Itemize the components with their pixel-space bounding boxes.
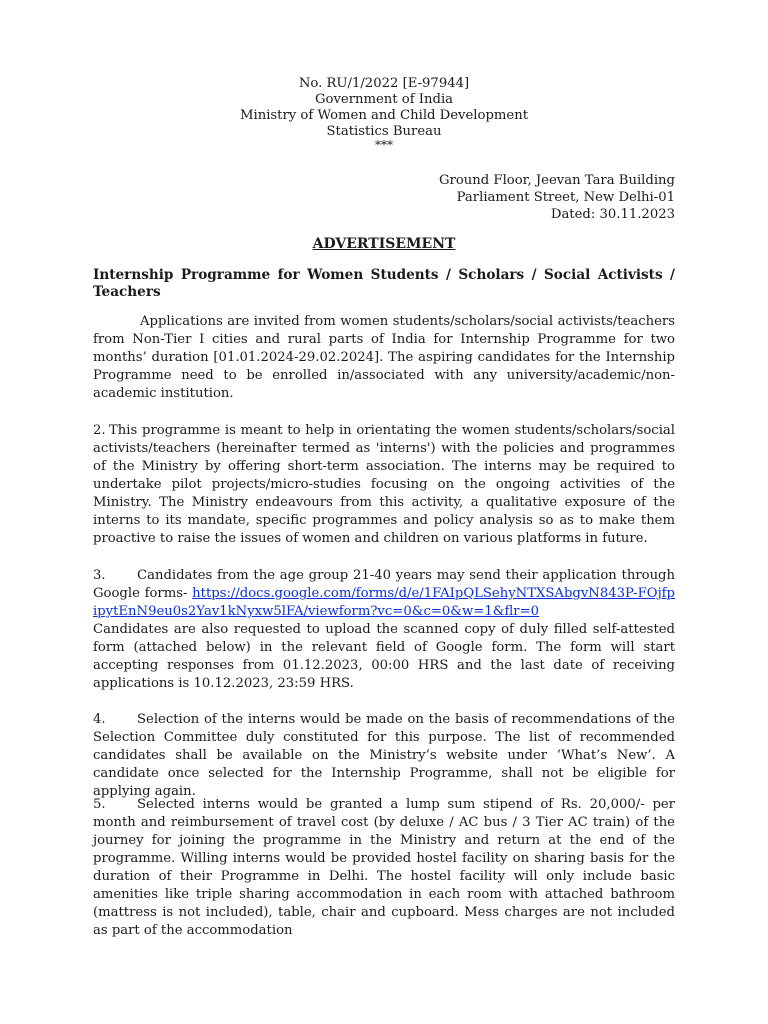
paragraph-2-number: 2. — [93, 423, 106, 438]
google-form-link[interactable]: https://docs.google.com/forms/d/e/1FAIpQLSehyNTXSAbgvN843P-FOjfpipytEnN9eu0s2Yav1kNyxw5lFA/viewform?vc=0&c=0&w=1&flr=0 — [93, 586, 675, 619]
paragraph-5 — [93, 796, 675, 940]
paragraph-3-continued: Candidates are also requested to upload the scanned copy of duly filled self-attested form (attached below) in the relevant field of Google form. The form will start accepting responses from 01.12.2023, 00:00 HRS and the last date of receiving applications is 10.12.2023, 23:59 HRS. — [93, 622, 675, 691]
address-line-2: Parliament Street, New Delhi-01 — [456, 190, 675, 205]
document-title: ADVERTISEMENT — [312, 236, 456, 252]
paragraph-5-text: Selected interns would be granted a lump sum stipend of Rs. 20,000/- per month and reimbursement of travel cost (by deluxe / AC bus / 3 Tier AC train) of the journey for joining the programme in the Ministry and return at the end of the programme. Willing interns would be provided hostel facility on sharing basis for the duration of their Programme in Delhi. The hostel facility will only include basic amenities like triple sharing accommodation in each room with attached bathroom (mattress is not included), table, chair and cupboard. Mess charges are not included as part of the accommodation — [93, 797, 675, 938]
date-line: Dated: 30.11.2023 — [550, 207, 675, 222]
paragraph-4 — [93, 711, 675, 801]
paragraph-3-intro: Candidates from the age group 21-40 years may send their application through Google forms- — [93, 568, 675, 601]
paragraph-4-text: Selection of the interns would be made on the basis of recommendations of the Selection Committee duly constituted for this purpose. The list of recommended candidates shall be available on the Ministry’s website under ‘What’s New’. A candidate once selected for the Internship Programme, shall not be eligible for applying again. — [93, 712, 675, 799]
paragraph-5-number: 5. — [93, 797, 106, 812]
paragraph-2 — [93, 422, 675, 548]
government-line: Government of India — [314, 92, 454, 107]
separator: *** — [375, 138, 393, 152]
paragraph-4-number: 4. — [93, 712, 106, 727]
paragraph-3-number: 3. — [93, 568, 106, 583]
bureau-line: Statistics Bureau — [326, 124, 442, 139]
reference-number: No. RU/1/2022 [E-97944] — [298, 76, 470, 91]
subject-heading: Internship Programme for Women Students / Scholars / Social Activists / Teachers — [93, 267, 675, 300]
ministry-line: Ministry of Women and Child Development — [239, 108, 529, 123]
paragraph-3 — [93, 567, 675, 621]
address-line-1: Ground Floor, Jeevan Tara Building — [439, 173, 675, 188]
paragraph-2-text: This programme is meant to help in orientating the women students/scholars/social activists/teachers (hereinafter termed as 'interns') with the policies and programmes of the Ministry by offering short-term association. The interns may be required to undertake pilot projects/micro-studies focusing on the ongoing activities of the Ministry. The Ministry endeavours from this activity, a qualitative exposure of the interns to its mandate, specific programmes and policy analysis so as to make them proactive to raise the issues of women and children on various platforms in future. — [93, 423, 675, 546]
address-block — [93, 172, 675, 223]
letterhead — [93, 76, 675, 150]
paragraph-1: Applications are invited from women students/scholars/social activists/teachers from Non-Tier I cities and rural parts of India for Internship Programme for two months’ duration [01.01.2024-29.02.2024]. The aspiring candidates for the Internship Programme need to be enrolled in/associated with any university/academic/non-academic institution. — [93, 314, 675, 401]
